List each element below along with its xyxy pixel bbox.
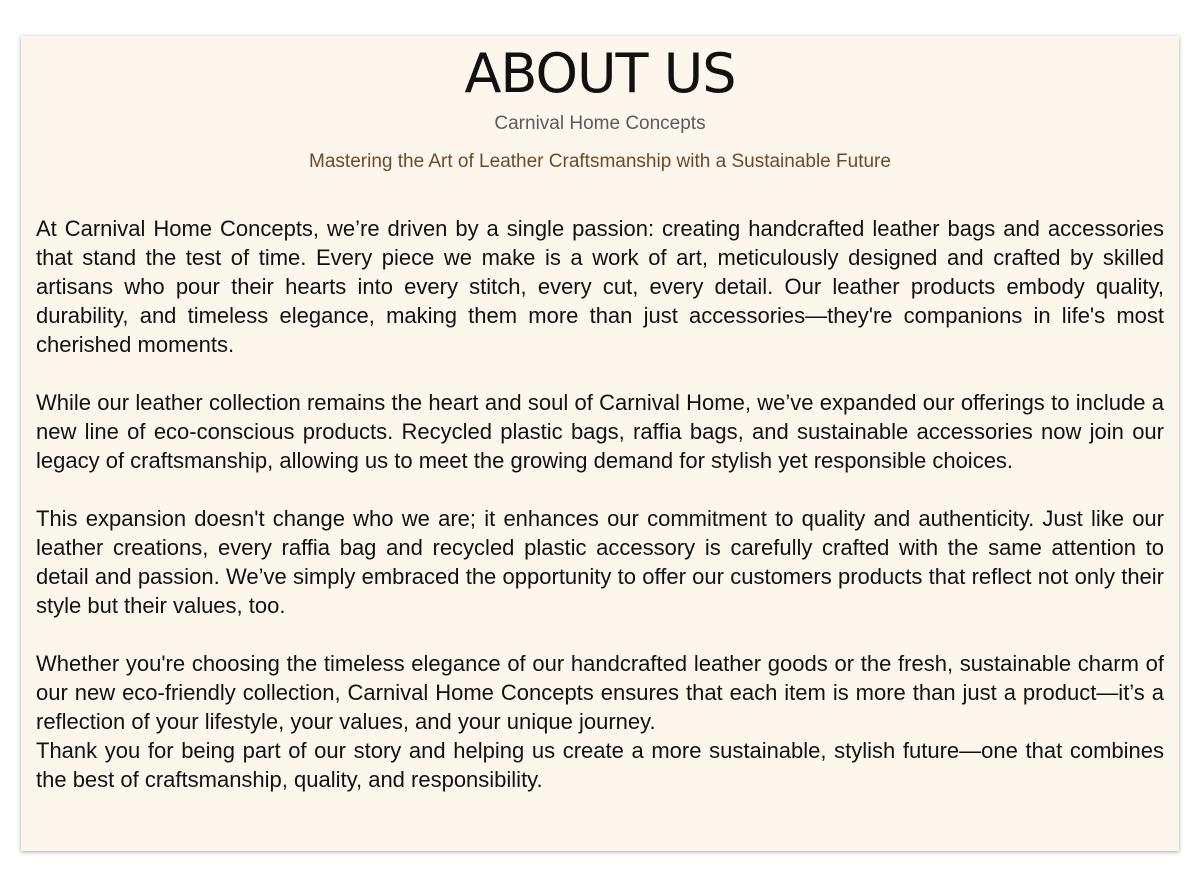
about-us-card <box>21 36 1179 851</box>
paragraph-expansion: While our leather collection remains the heart and soul of Carnival Home, we’ve expanded our offerings to include a new line of eco-conscious products. Recycled plastic bags, raffia bags, and sustainable accessories now join our legacy of craftsmanship, allowing us to meet the growing demand for stylish yet responsible choices. <box>36 390 1164 473</box>
paragraph-closing-text: Whether you're choosing the timeless elegance of our handcrafted leather goods or the fresh, sustainable charm of our new eco-friendly collection, Carnival Home Concepts ensures that each item is more than just a product—it’s a reflection of your lifestyle, your values, and your unique journey. <box>36 651 1164 734</box>
page-title: ABOUT US <box>464 42 736 105</box>
about-body <box>36 214 1164 794</box>
paragraph-closing <box>36 649 1164 794</box>
tagline: Mastering the Art of Leather Craftsmanship with a Sustainable Future <box>309 151 891 172</box>
paragraph-thanks: Thank you for being part of our story and helping us create a more sustainable, stylish future—one that combines the best of craftsmanship, quality, and responsibility. <box>36 738 1164 792</box>
paragraph-commitment: This expansion doesn't change who we are; it enhances our commitment to quality and authenticity. Just like our leather creations, every raffia bag and recycled plastic accessory is carefully crafted with the same attention to detail and passion. We’ve simply embraced the opportunity to offer our customers products that reflect not only their style but their values, too. <box>36 506 1164 618</box>
paragraph-intro: At Carnival Home Concepts, we’re driven by a single passion: creating handcrafted leather bags and accessories that stand the test of time. Every piece we make is a work of art, meticulously designed and crafted by skilled artisans who pour their hearts into every stitch, every cut, every detail. Our leather products embody quality, durability, and timeless elegance, making them more than just accessories—they're companions in life's most cherished moments. <box>36 216 1164 357</box>
company-name: Carnival Home Concepts <box>494 113 706 134</box>
